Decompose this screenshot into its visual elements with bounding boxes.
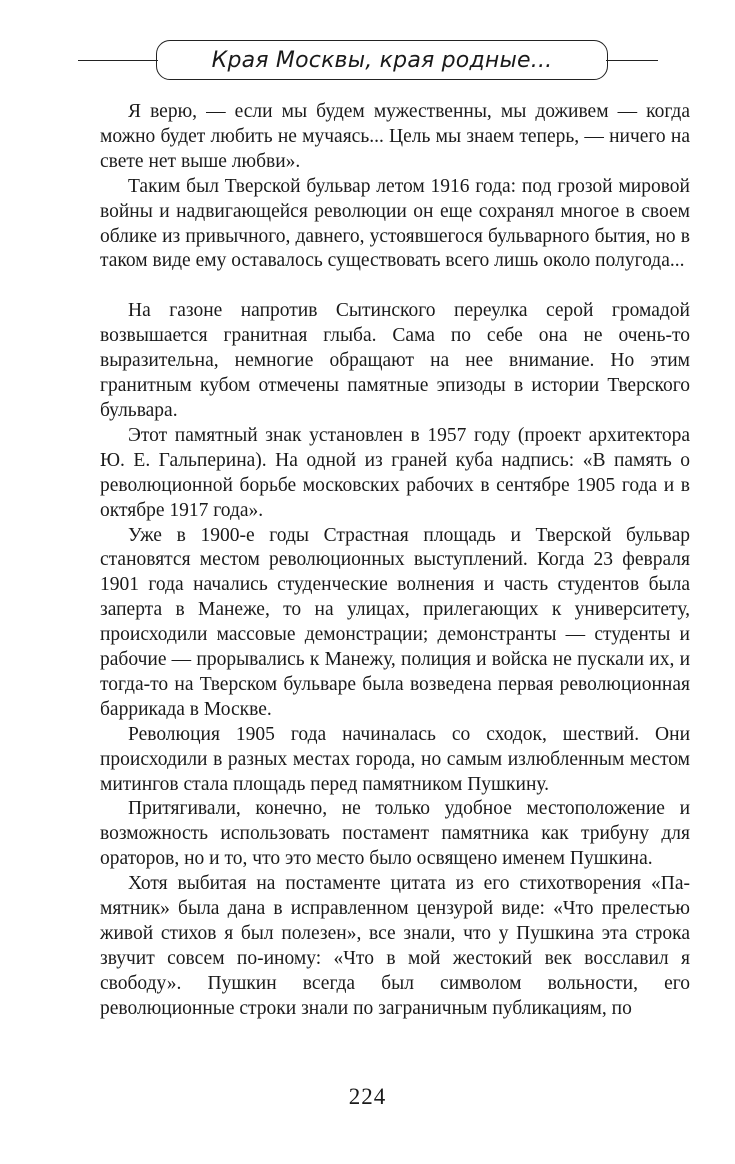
- page-body: [100, 100, 690, 1022]
- running-header: [0, 38, 735, 86]
- paragraph-3: На газоне напротив Сытинского переулка серой громадой возвышается гранитная глыба. Сама по себе она не очень-то выразительна, немногие обращают на нее внимание. Но этим гранитным кубом отмечены памятные эпизоды в истории Тверского бульвара.: [100, 300, 690, 421]
- section-gap: [100, 274, 690, 299]
- paragraph-2: Таким был Тверской бульвар летом 1916 года: под грозой мировой войны и надвигающейся революции он еще сохранял многое в своем облике из привычного, давнего, устоявшегося бульварного бытия, но в таком виде ему оставалось существовать всего лишь около полугода...: [100, 175, 690, 272]
- header-rule-right: [606, 60, 658, 61]
- paragraph-1: Я верю, — если мы будем мужественны, мы доживем — когда можно будет любить не мучаясь... Цель мы знаем теперь, — ничего на свете нет выше любви».: [100, 101, 690, 172]
- paragraph-8: Хотя выбитая на постаменте цитата из его стихотворения «Памятник» была дана в исправленном цензурой виде: «Что прелестью живой стихов я был полезен», все знали, что у Пушкина эта строка звучит совсем по-иному: «Что в мой жестокий век восcлавил я свободу». Пушкин всегда был символом вольности, его революционные строки знали по заграничным публикациям, по: [100, 873, 690, 1019]
- paragraph-7: Притягивали, конечно, не только удобное местоположение и возможность использовать постамент памятника как трибуну для ораторов, но и то, что это место было освящено именем Пушкина.: [100, 798, 690, 870]
- running-header-title: Края Москвы, края родные...: [156, 40, 608, 80]
- page-number: 224: [348, 1084, 387, 1109]
- paragraph-5: Уже в 1900-е годы Страстная площадь и Тверской бульвар становятся местом революционных выступлений. Когда 23 февраля 1901 года начались студенческие волнения и часть студентов была заперта в Манеже, то на улицах, прилегающих к университету, происходили массовые демонстрации; демонстранты — студенты и рабочие — прорывались к Манежу, полиция и войска не пускали их, и тогда-то на Тверском бульваре была возведена первая революционная баррикада в Москве.: [100, 524, 690, 720]
- header-rule-left: [78, 60, 158, 61]
- paragraph-4: Этот памятный знак установлен в 1957 году (проект архитектора Ю. Е. Гальперина). На одной из граней куба надпись: «В память о революционной борьбе московских рабочих в сентябре 1905 года и в октябре 1917 года».: [100, 424, 690, 521]
- paragraph-6: Революция 1905 года начиналась со сходок, шествий. Они происходили в разных местах города, но самым излюбленным местом митингов стала площадь перед памятником Пушкину.: [100, 723, 690, 795]
